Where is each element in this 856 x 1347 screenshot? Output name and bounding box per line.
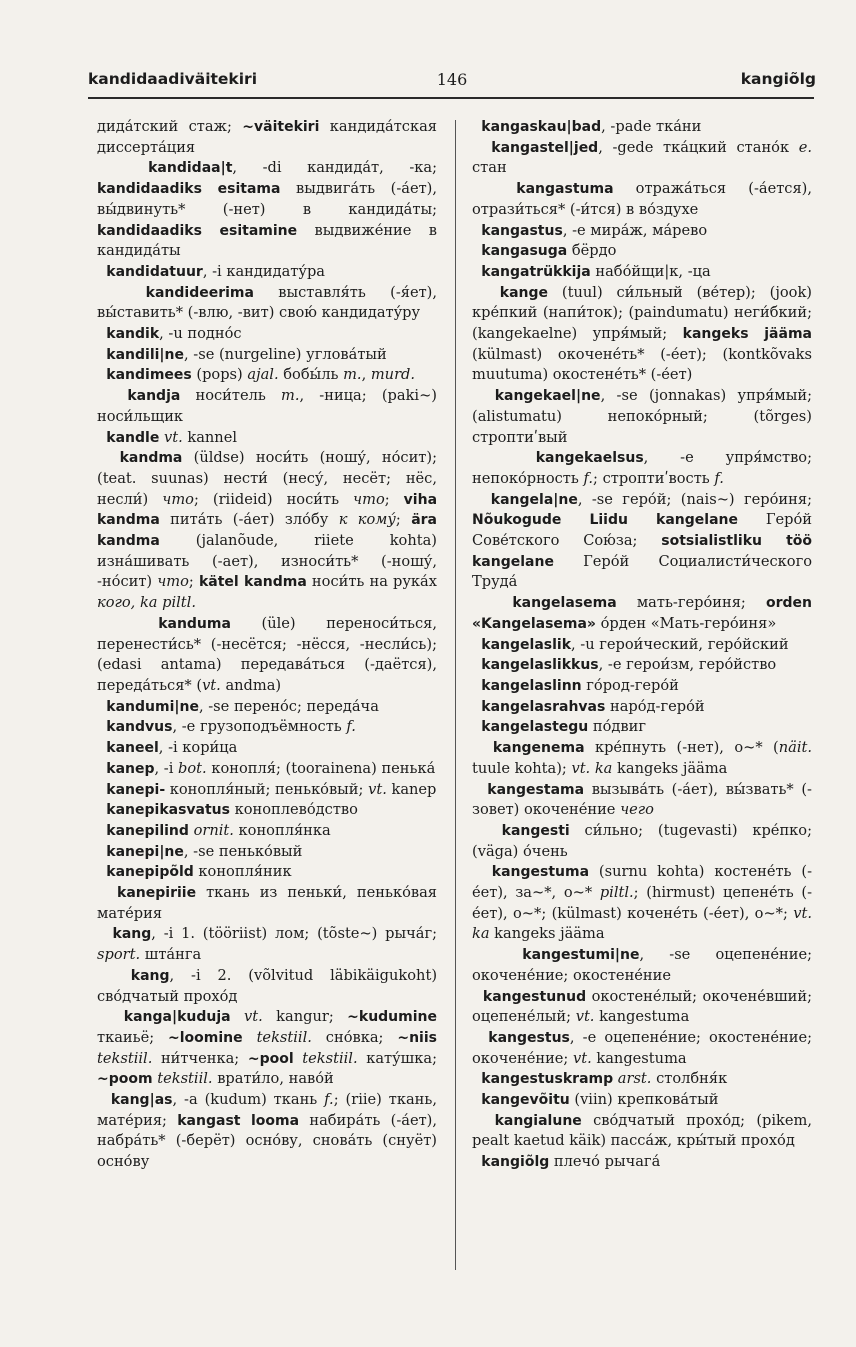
dictionary-entry: kandma (üldse) носи́ть (ношу́, но́сит); (teat. suunas) нести́ (несу́, несёт; нёс, несли́) что; (riideid) носи́ть что; viha kandma пита́ть (-а́ет) зло́бу к кому́; ära kandma (jalanõude, riiete kohta) изна́шивать (-ает), износи́ть* (-ношу́, -но́сит) что; kätel kandma носи́ть на рука́х кого, ka piltl. <box>97 449 438 612</box>
dictionary-entry: kanepiriie ткань из пеньки́, пенько́вая мате́рия <box>97 884 438 922</box>
dictionary-entry: kangekaelsus, -e упря́мство; непоко́рность f.; строптиʹвость f. <box>472 449 812 487</box>
dictionary-entry: kangestumi|ne, -se оцепене́ние; окочене́ние; окостене́ние <box>472 946 812 984</box>
dictionary-entry: kangelastegu по́двиг <box>481 718 647 736</box>
dictionary-entry: kandidaa|t, -di кандида́т, -ка; kandidaadiks esitama выдвига́ть (-а́ет), вы́двинуть* (-нет) в кандида́ты; kandidaadiks esitamine выдвиже́ние в кандида́ты <box>97 159 437 260</box>
dictionary-entry: kandimees (pops) ajal. бобы́ль m., murd. <box>106 366 416 384</box>
dictionary-entry: kangelasema мать-геро́иня; orden «Kangelasema» о́рден «Мать-геро́иня» <box>472 594 812 632</box>
dictionary-entry: kangatrükkija набо́йщи|к, -ца <box>481 262 711 280</box>
dictionary-entry: kanepilind ornit. конопля́нка <box>106 821 331 839</box>
dictionary-entry: kangastuma отража́ться (-а́ется), отрази́ться* (-и́тся) в во́здухе <box>472 180 812 218</box>
dictionary-entry: kangaskau|bad, -pade тка́ни <box>481 118 702 135</box>
dictionary-entry: kanduma (üle) переноси́ться, перенести́сь* (-несётся; -нёсся, -несли́сь); (edasi antama) передава́ться (-даётся), переда́ться* (vt. andma) <box>97 614 437 694</box>
dictionary-entry: kaneel, -i кори́ца <box>106 739 238 757</box>
dictionary-entry: kandvus, -e грузоподъёмность f. <box>106 718 356 736</box>
page-header <box>88 70 816 96</box>
dictionary-entry: kangestunud окостене́лый; окочене́вший; оцепене́лый; vt. kangestuma <box>472 987 813 1026</box>
dictionary-entry: kandidatuur, -i кандидату́ра <box>106 262 325 280</box>
dictionary-entry: kangestus, -e оцепене́ние; окостене́ние; окочене́ние; vt. kangestuma <box>472 1028 812 1067</box>
dictionary-entry: kangevõitu (viin) крепкова́тый <box>481 1091 719 1109</box>
dictionary-entry: kanepipõld конопля́ник <box>106 863 292 881</box>
dictionary-entry: kangastel|jed, -gede тка́цкий стано́к e. стан <box>472 138 812 177</box>
right-column <box>472 117 812 1173</box>
left-column <box>97 117 437 1173</box>
dictionary-entry: kanep, -i bot. конопля́; (toorainena) пенька́ <box>106 759 436 777</box>
header-first-word: kandidaadiväitekiri <box>88 70 258 88</box>
header-last-word: kangiõlg <box>740 70 816 88</box>
dictionary-entry: kangekael|ne, -se (jonnakas) упря́мый; (alistumatu) непоко́рный; (tõrges) строптиʹвый <box>472 387 812 446</box>
dictionary-entry: kangestama вызыва́ть (-а́ет), вы́звать* (-зовет) окочене́ние чего <box>472 780 812 819</box>
dictionary-entry: kang|as, -a (kudum) ткань f.; (riie) ткань, мате́рия; kangast looma набира́ть (-а́ет), набра́ть* (-берёт) осно́ву, снова́ть (снуёт) осно́ву <box>97 1091 437 1171</box>
dictionary-entry: kang, -i 1. (tööriist) лом; (tõste~) рыча́г; sport. шта́нга <box>97 925 438 964</box>
dictionary-entry: дида́тский стаж; ~väitekiri кандида́тская диссерта́ция <box>97 118 437 156</box>
column-divider <box>455 120 456 1270</box>
dictionary-entry: kandideerima выставля́ть (-я́ет), вы́ставить* (-влю, -вит) свою́ кандидату́ру <box>97 283 437 322</box>
dictionary-entry: kangestuskramp arst. столбня́к <box>481 1070 728 1088</box>
dictionary-entry: kang, -i 2. (võlvitud läbikäigukoht) сво́дчатый прохо́д <box>97 966 438 1005</box>
dictionary-entry: kangesti си́льно; (tugevasti) кре́пко; (väga) о́чень <box>472 821 812 860</box>
dictionary-entry: kangelaslikkus, -e герои́зм, геро́йство <box>481 656 777 674</box>
header-rule <box>88 97 814 99</box>
dictionary-entry: kangasuga бёрдо <box>481 242 617 260</box>
dictionary-entry: kangelaslinn го́род-геро́й <box>481 676 679 694</box>
dictionary-entry: kandik, -u подно́с <box>106 325 242 343</box>
dictionary-entry: kanepikasvatus коноплево́дство <box>106 801 358 819</box>
dictionary-entry: kanepi|ne, -se пенько́вый <box>106 842 303 860</box>
dictionary-entry: kangela|ne, -se геро́й; (nais~) геро́иня; Nõukogude Liidu kangelane Геро́й Сове́тского Сою́за; sotsialistliku töö kangelane Геро́й Социалисти́ческого Труда́ <box>472 490 812 591</box>
dictionary-entry: kanga|kuduja vt. kangur; ~kudumine ткаиьё; ~loomine tekstiil. сно́вка; ~niis tekstiil. ни́тченка; ~pool tekstiil. кату́шка; ~poom tekstiil. врати́ло, наво́й <box>97 1008 438 1088</box>
dictionary-entry: kangelasrahvas наро́д-геро́й <box>481 697 705 715</box>
dictionary-entry: kange (tuul) си́льный (ве́тер); (jook) кре́пкий (напи́ток); (paindumatu) неги́бкий; (kangekaelne) упря́мый; kangeks jääma (külmast) окочене́ть* (-е́ет); (kontkõvaks muutuma) окостене́ть* (-е́ет) <box>472 283 813 384</box>
dictionary-entry: kangenema кре́пнуть (-нет), о~* (näit. tuule kohta); vt. ka kangeks jääma <box>472 739 812 777</box>
dictionary-entry: kangestuma (surnu kohta) костене́ть (-е́ет), за~*, о~* piltl.; (hirmust) цепене́ть (-е́ет), о~*; (külmast) кочене́ть (-е́ет), о~*; vt. ka kangeks jääma <box>472 863 813 943</box>
dictionary-entry: kandle vt. kannel <box>106 428 238 446</box>
dictionary-entry: kanepi- конопля́ный; пенько́вый; vt. kanep <box>106 780 437 798</box>
dictionary-entry: kangastus, -e мира́ж, ма́рево <box>481 221 708 239</box>
page-number: 146 <box>436 70 468 89</box>
dictionary-entry: kangelaslik, -u герои́ческий, геро́йский <box>481 635 789 653</box>
dictionary-entry: kandumi|ne, -se перено́с; переда́ча <box>106 697 379 715</box>
dictionary-entry: kandili|ne, -se (nurgeline) углова́тый <box>106 345 387 363</box>
dictionary-entry: kandja носи́тель m., -ница; (paki~) носи́льщик <box>97 387 437 425</box>
dictionary-entry: kangiõlg плечо́ рычага́ <box>481 1153 661 1171</box>
dictionary-entry: kangialune сво́дчатый прохо́д; (pikem, pealt kaetud käik) пасса́ж, кры́тый прохо́д <box>472 1111 812 1150</box>
